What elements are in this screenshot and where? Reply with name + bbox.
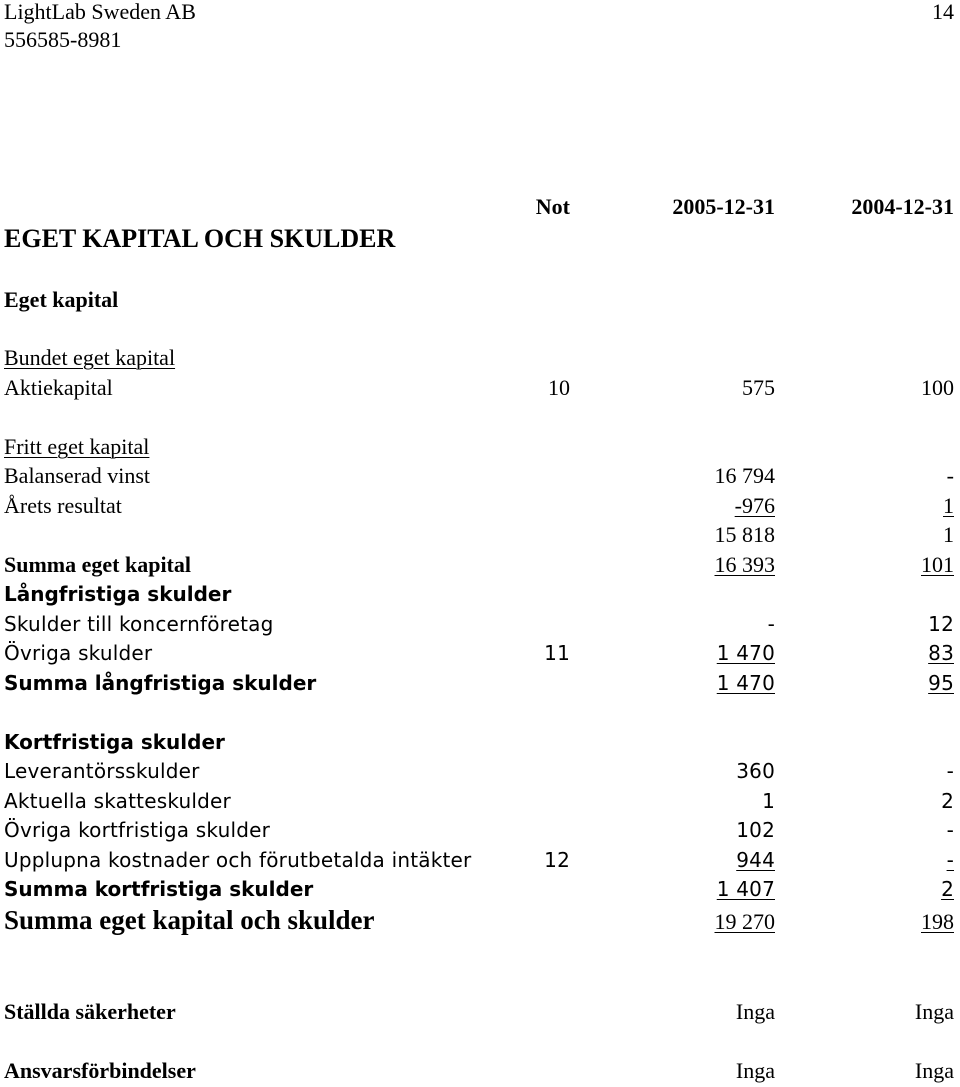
row-value-2004: 2 bbox=[941, 789, 954, 813]
row-label: Skulder till koncernföretag bbox=[4, 612, 274, 636]
row-label: Övriga skulder bbox=[4, 641, 153, 665]
page-number: 14 bbox=[932, 0, 954, 24]
total-label: Summa kortfristiga skulder bbox=[4, 877, 314, 901]
row-label: Årets resultat bbox=[4, 493, 122, 518]
org-number: 556585-8981 bbox=[4, 27, 122, 52]
row-value-2005: 1 bbox=[762, 789, 775, 813]
row-note: 11 bbox=[544, 641, 570, 665]
column-header-2004: 2004-12-31 bbox=[851, 194, 954, 219]
grand-total-value-2004: 198 bbox=[921, 909, 954, 934]
total-value-2004: 2 bbox=[941, 877, 954, 901]
total-value-2004: 101 bbox=[921, 552, 954, 577]
row-value-2005: 575 bbox=[742, 375, 775, 400]
contingent-liabilities-value-2004: Inga bbox=[914, 1058, 954, 1083]
grand-total-label: Summa eget kapital och skulder bbox=[4, 905, 375, 935]
subheading-free-equity: Fritt eget kapital bbox=[4, 434, 150, 459]
section-heading-short-term: Kortfristiga skulder bbox=[4, 730, 225, 754]
section-heading-equity: Eget kapital bbox=[4, 287, 119, 312]
row-label: Aktiekapital bbox=[4, 375, 113, 400]
row-value-2004: 12 bbox=[928, 612, 954, 636]
subtotal-value-2005: 15 818 bbox=[714, 522, 775, 547]
row-value-2005: 16 794 bbox=[714, 463, 775, 488]
row-note: 12 bbox=[544, 848, 570, 872]
contingent-liabilities-value-2005: Inga bbox=[735, 1058, 775, 1083]
total-value-2005: 1 407 bbox=[716, 877, 775, 901]
row-value-2005: 102 bbox=[736, 818, 775, 842]
page-title: EGET KAPITAL OCH SKULDER bbox=[4, 224, 396, 253]
row-note: 10 bbox=[548, 375, 570, 400]
section-heading-long-term: Långfristiga skulder bbox=[4, 582, 232, 606]
total-value-2005: 16 393 bbox=[714, 552, 775, 577]
subtotal-value-2004: 1 bbox=[943, 522, 954, 547]
row-label: Balanserad vinst bbox=[4, 463, 151, 488]
grand-total-value-2005: 19 270 bbox=[714, 909, 775, 934]
row-value-2005: 360 bbox=[736, 759, 775, 783]
row-value-2005: 1 470 bbox=[716, 641, 775, 665]
row-value-2004: 1 bbox=[943, 493, 954, 518]
column-header-note: Not bbox=[535, 194, 570, 219]
row-value-2004: - bbox=[946, 759, 954, 783]
pledged-assets-value-2004: Inga bbox=[914, 999, 954, 1024]
row-value-2004: - bbox=[946, 818, 954, 842]
row-value-2005: 944 bbox=[736, 848, 775, 872]
pledged-assets-value-2005: Inga bbox=[735, 999, 775, 1024]
pledged-assets-label: Ställda säkerheter bbox=[4, 999, 176, 1024]
total-value-2005: 1 470 bbox=[716, 671, 775, 695]
contingent-liabilities-label: Ansvarsförbindelser bbox=[4, 1058, 196, 1083]
row-value-2004: - bbox=[946, 848, 954, 872]
row-value-2004: 83 bbox=[928, 641, 954, 665]
row-label: Leverantörsskulder bbox=[4, 759, 200, 783]
company-name: LightLab Sweden AB bbox=[4, 0, 196, 24]
total-value-2004: 95 bbox=[928, 671, 954, 695]
total-label: Summa långfristiga skulder bbox=[4, 671, 317, 695]
subheading-restricted-equity: Bundet eget kapital bbox=[4, 345, 176, 370]
row-value-2004: - bbox=[946, 463, 954, 488]
column-header-2005: 2005-12-31 bbox=[672, 194, 775, 219]
row-label: Övriga kortfristiga skulder bbox=[4, 818, 271, 842]
total-label: Summa eget kapital bbox=[4, 552, 191, 577]
row-value-2005: -976 bbox=[734, 493, 775, 518]
row-value-2004: 100 bbox=[921, 375, 954, 400]
row-label: Aktuella skatteskulder bbox=[4, 789, 231, 813]
row-label: Upplupna kostnader och förutbetalda intäkter bbox=[4, 848, 472, 872]
row-value-2005: - bbox=[767, 612, 775, 636]
